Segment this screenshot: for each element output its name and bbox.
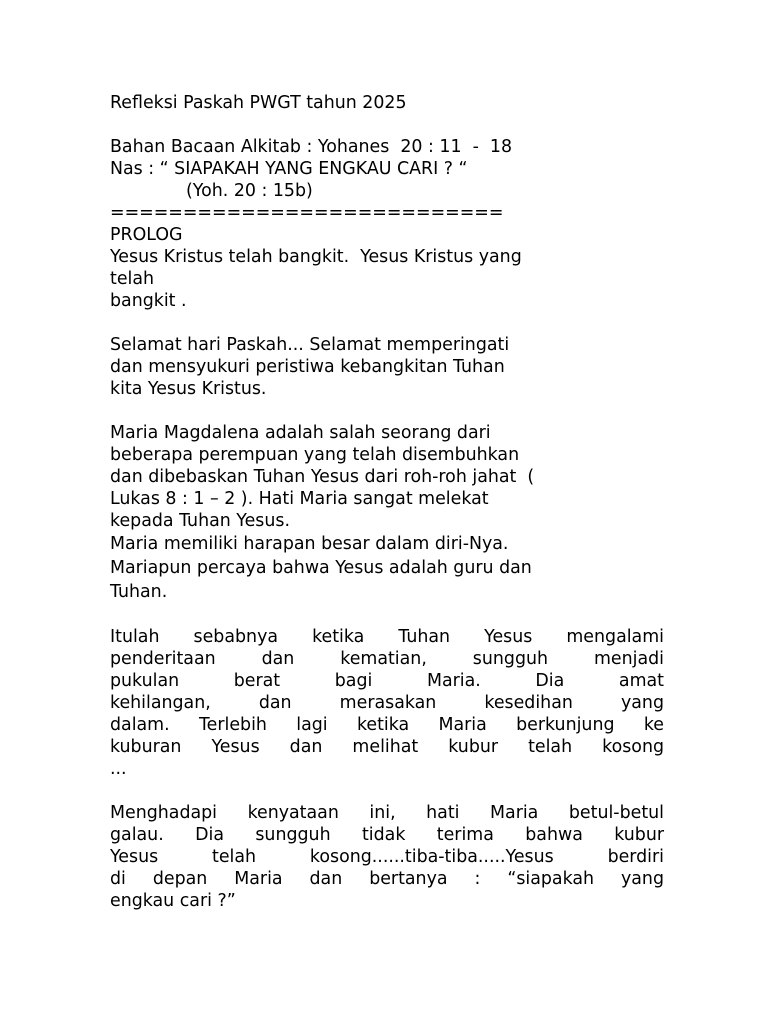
document-page <box>110 92 664 912</box>
nas-text: Nas : “ SIAPAKAH YANG ENGKAU CARI ? “ <box>110 159 468 179</box>
itulah-line: Itulah sebabnya ketika Tuhan Yesus mengalami <box>110 627 664 647</box>
maria-line: Mariapun percaya bahwa Yesus adalah guru dan <box>110 558 532 578</box>
document-title: Refleksi Paskah PWGT tahun 2025 <box>110 93 407 113</box>
menghadapi-line: Menghadapi kenyataan ini, hati Maria betul-betul <box>110 803 664 823</box>
greeting-line: Selamat hari Paskah... Selamat memperingati <box>110 335 510 355</box>
maria-line: Lukas 8 : 1 – 2 ). Hati Maria sangat melekat <box>110 489 489 509</box>
maria-line: dan dibebaskan Tuhan Yesus dari roh-roh jahat ( <box>110 467 535 487</box>
itulah-line: kehilangan, dan merasakan kesedihan yang <box>110 693 664 713</box>
prolog-line: bangkit . <box>110 291 187 311</box>
itulah-line: kuburan Yesus dan melihat kubur telah kosong <box>110 737 664 757</box>
itulah-line: pukulan berat bagi Maria. Dia amat <box>110 671 664 691</box>
section-heading: PROLOG <box>110 225 183 245</box>
spacer <box>110 604 664 626</box>
bible-reading: Bahan Bacaan Alkitab : Yohanes 20 : 11 - 18 <box>110 137 513 157</box>
menghadapi-line: Yesus telah kosong......tiba-tiba.....Yesus berdiri <box>110 847 664 867</box>
greeting-line: dan mensyukuri peristiwa kebangkitan Tuhan <box>110 357 505 377</box>
menghadapi-line: engkau cari ?” <box>110 891 236 911</box>
itulah-line: ... <box>110 759 127 779</box>
itulah-line: penderitaan dan kematian, sungguh menjadi <box>110 649 664 669</box>
itulah-line: dalam. Terlebih lagi ketika Maria berkunjung ke <box>110 715 664 735</box>
spacer <box>110 114 664 136</box>
spacer <box>110 312 664 334</box>
maria-line: Tuhan. <box>110 582 168 602</box>
maria-line: Maria memiliki harapan besar dalam diri-Nya. <box>110 534 509 554</box>
spacer <box>110 400 664 422</box>
maria-line: beberapa perempuan yang telah disembuhkan <box>110 445 520 465</box>
menghadapi-line: di depan Maria dan bertanya : “siapakah yang <box>110 869 664 889</box>
greeting-line: kita Yesus Kristus. <box>110 379 267 399</box>
nas-reference: (Yoh. 20 : 15b) <box>186 181 313 201</box>
prolog-line: Yesus Kristus telah bangkit. Yesus Kristus yang <box>110 247 522 267</box>
spacer <box>110 780 664 802</box>
maria-line: kepada Tuhan Yesus. <box>110 511 290 531</box>
prolog-line: telah <box>110 269 155 289</box>
maria-line: Maria Magdalena adalah salah seorang dari <box>110 423 491 443</box>
menghadapi-line: galau. Dia sungguh tidak terima bahwa kubur <box>110 825 664 845</box>
divider-line: =========================== <box>110 203 504 223</box>
